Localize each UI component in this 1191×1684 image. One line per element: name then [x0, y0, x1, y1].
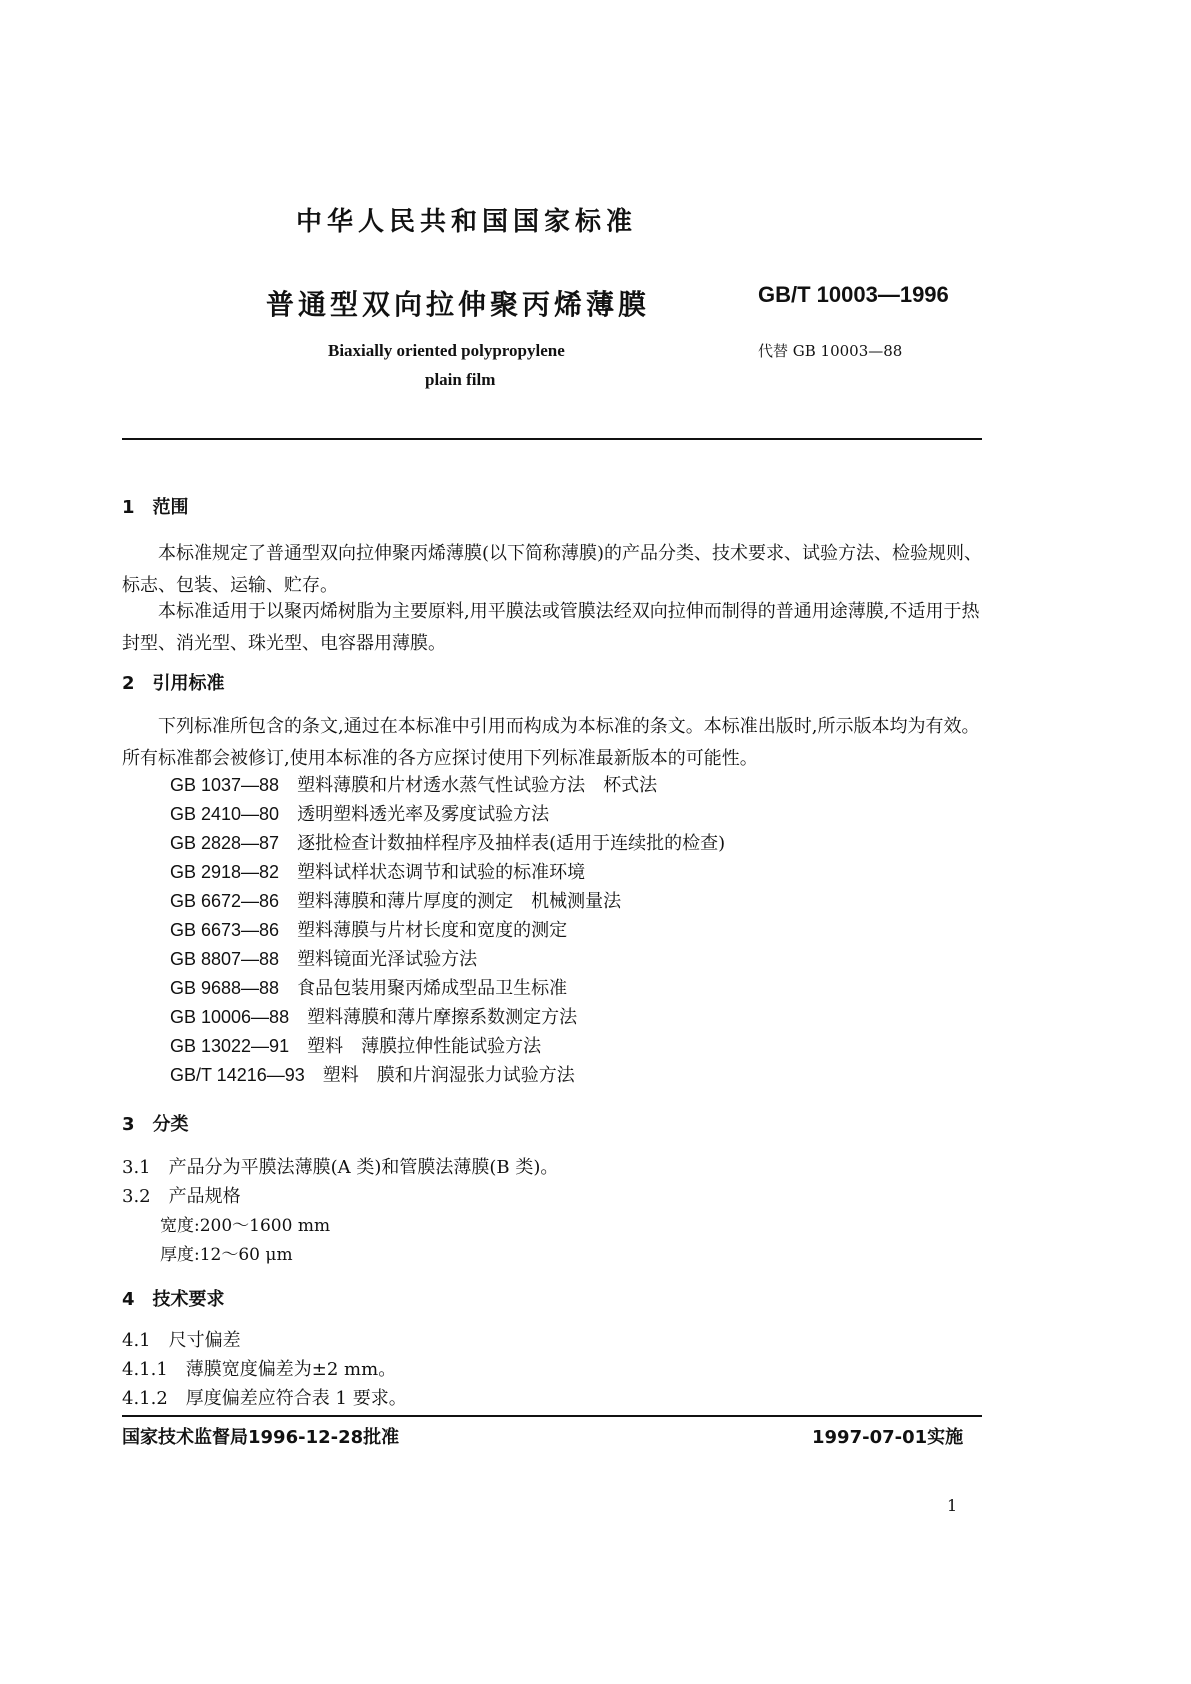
header-divider: [122, 438, 982, 440]
national-standard-title: 中华人民共和国国家标准: [296, 207, 638, 237]
section-1-paragraph-1: 本标准规定了普通型双向拉伸聚丙烯薄膜(以下简称薄膜)的产品分类、技术要求、试验方法、检验规则、标志、包装、运输、贮存。: [122, 543, 983, 596]
reference-row: [170, 945, 477, 971]
reference-code: GB 6673—86: [170, 920, 280, 940]
reference-row: [170, 858, 585, 884]
section-4-heading: 4 技术要求: [122, 1289, 225, 1310]
clause-4-1: 4.1 尺寸偏差: [122, 1330, 241, 1351]
reference-title: 塑料薄膜和片材透水蒸气性试验方法 杯式法: [297, 775, 658, 796]
spec-width: 宽度:200～1600 mm: [160, 1216, 331, 1236]
reference-code: GB 2828—87: [170, 833, 280, 853]
reference-code: GB/T 14216—93: [170, 1065, 305, 1085]
standard-title-cn: 普通型双向拉伸聚丙烯薄膜: [266, 288, 651, 321]
section-1-heading: 1 范围: [122, 497, 189, 518]
reference-title: 塑料 膜和片润湿张力试验方法: [322, 1065, 575, 1086]
replaces-standard: 代替 GB 10003—88: [758, 342, 903, 360]
section-2-heading: 2 引用标准: [122, 673, 225, 694]
reference-row: [170, 1003, 577, 1029]
reference-code: GB 10006—88: [170, 1007, 290, 1027]
reference-row: [170, 916, 567, 942]
reference-title: 透明塑料透光率及雾度试验方法: [297, 804, 550, 825]
reference-row: [170, 1061, 575, 1087]
reference-title: 逐批检查计数抽样程序及抽样表(适用于连续批的检查): [297, 833, 726, 854]
reference-code: GB 13022—91: [170, 1036, 290, 1056]
reference-code: GB 6672—86: [170, 891, 280, 911]
reference-title: 食品包装用聚丙烯成型品卫生标准: [297, 978, 568, 999]
reference-row: [170, 771, 657, 797]
page-number: 1: [947, 1496, 958, 1515]
section-1-paragraph-2: 本标准适用于以聚丙烯树脂为主要原料,用平膜法或管膜法经双向拉伸而制得的普通用途薄膜,不适用于热封型、消光型、珠光型、电容器用薄膜。: [122, 601, 980, 654]
reference-title: 塑料镜面光泽试验方法: [297, 949, 478, 970]
reference-row: [170, 1032, 541, 1058]
standard-title-en-line2: plain film: [425, 370, 496, 389]
reference-row: [170, 974, 567, 1000]
reference-title: 塑料试样状态调节和试验的标准环境: [297, 862, 586, 883]
reference-code: GB 2918—82: [170, 862, 280, 882]
spec-thickness: 厚度:12～60 μm: [160, 1245, 293, 1265]
section-3-heading: 3 分类: [122, 1114, 189, 1135]
reference-code: GB 2410—80: [170, 804, 280, 824]
reference-title: 塑料薄膜与片材长度和宽度的测定: [297, 920, 568, 941]
footer-divider: [122, 1415, 982, 1417]
clause-3-1: 3.1 产品分为平膜法薄膜(A 类)和管膜法薄膜(B 类)。: [122, 1157, 559, 1178]
section-2-intro: 下列标准所包含的条文,通过在本标准中引用而构成为本标准的条文。本标准出版时,所示版本均为有效。所有标准都会被修订,使用本标准的各方应探讨使用下列标准最新版本的可能性。: [122, 716, 980, 769]
reference-row: [170, 800, 549, 826]
reference-code: GB 1037—88: [170, 775, 280, 795]
reference-code: GB 8807—88: [170, 949, 280, 969]
clause-4-1-2: 4.1.2 厚度偏差应符合表 1 要求。: [122, 1388, 407, 1409]
reference-row: [170, 829, 725, 855]
reference-title: 塑料薄膜和薄片厚度的测定 机械测量法: [297, 891, 622, 912]
standard-title-en-line1: Biaxially oriented polypropylene: [328, 341, 565, 360]
approval-date: 国家技术监督局1996-12-28批准: [122, 1427, 400, 1448]
reference-code: GB 9688—88: [170, 978, 280, 998]
implementation-date: 1997-07-01实施: [812, 1427, 964, 1448]
standard-number: GB/T 10003—1996: [758, 282, 949, 307]
reference-row: [170, 887, 621, 913]
clause-3-2: 3.2 产品规格: [122, 1186, 241, 1207]
reference-title: 塑料 薄膜拉伸性能试验方法: [307, 1036, 542, 1057]
clause-4-1-1: 4.1.1 薄膜宽度偏差为±2 mm。: [122, 1359, 397, 1380]
reference-title: 塑料薄膜和薄片摩擦系数测定方法: [307, 1007, 578, 1028]
